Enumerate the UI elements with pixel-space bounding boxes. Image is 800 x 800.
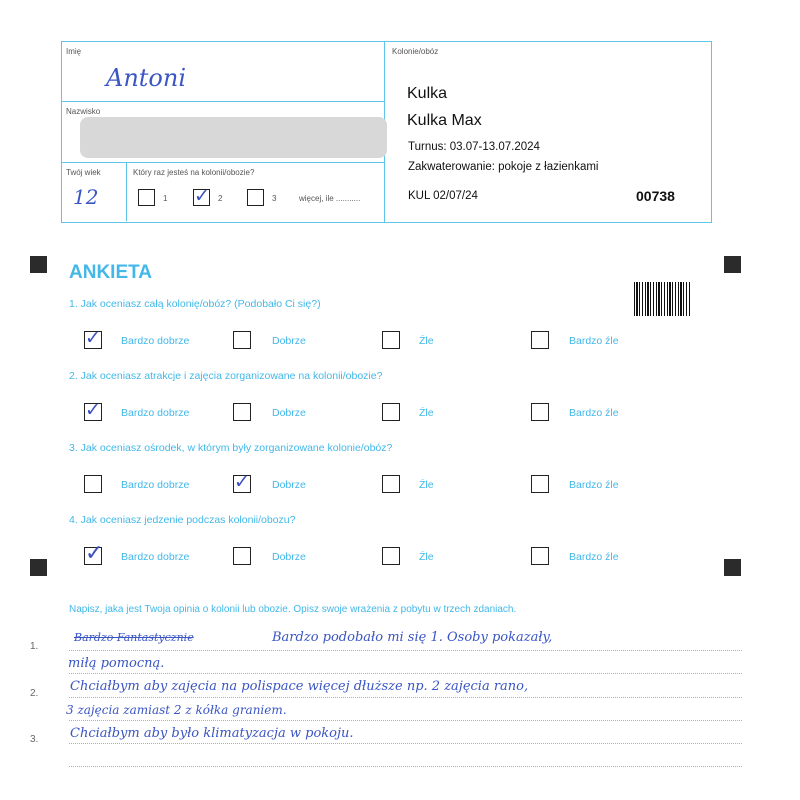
visit-option-2: 2 <box>218 194 223 203</box>
q4-option-bardzo-zle: Bardzo źle <box>569 551 619 563</box>
q2-option-bardzo-dobrze: Bardzo dobrze <box>121 407 190 419</box>
barcode <box>634 282 690 316</box>
q1-option-dobrze: Dobrze <box>272 335 306 347</box>
nazwisko-redacted <box>80 117 387 158</box>
q3-checkbox-bardzo-dobrze[interactable] <box>84 475 102 493</box>
q4-checkbox-dobrze[interactable] <box>233 547 251 565</box>
answer-line <box>69 673 742 674</box>
header-divider-name <box>61 101 384 102</box>
q2-checkbox-zle[interactable] <box>382 403 400 421</box>
q3-option-bardzo-zle: Bardzo źle <box>569 479 619 491</box>
q2-checkbox-bardzo-zle[interactable] <box>531 403 549 421</box>
form-number: 00738 <box>636 188 675 204</box>
q2-option-zle: Źle <box>419 407 434 419</box>
opinion-strikethrough: Bardzo Fantastycznie <box>74 631 194 644</box>
answer-line <box>69 743 742 744</box>
imie-value[interactable]: Antoni <box>106 64 187 92</box>
question-3: 3. Jak oceniasz ośrodek, w którym były zorganizowane kolonie/obóz? <box>69 442 393 454</box>
registration-marker <box>30 256 47 273</box>
registration-marker <box>724 256 741 273</box>
kolonia-variant: Kulka Max <box>407 112 482 129</box>
q3-option-zle: Źle <box>419 479 434 491</box>
checkmark-icon: ✓ <box>85 541 104 566</box>
header-divider-age <box>126 162 127 221</box>
question-2: 2. Jak oceniasz atrakcje i zajęcia zorganizowane na kolonii/obozie? <box>69 370 383 382</box>
checkmark-icon: ✓ <box>85 399 101 421</box>
wiek-label: Twój wiek <box>66 168 101 177</box>
q4-option-zle: Źle <box>419 551 434 563</box>
answer-line <box>69 650 742 651</box>
ktory-raz-label: Który raz jesteś na kolonii/obozie? <box>133 168 255 177</box>
line-number-3: 3. <box>30 734 39 745</box>
q3-checkbox-bardzo-zle[interactable] <box>531 475 549 493</box>
checkmark-icon: ✓ <box>85 327 101 349</box>
opinion-line-1[interactable]: Bardzo podobało mi się 1. Osoby pokazały, <box>272 630 553 645</box>
q3-option-dobrze: Dobrze <box>272 479 306 491</box>
q3-option-bardzo-dobrze: Bardzo dobrze <box>121 479 190 491</box>
opinion-line-3[interactable]: Chciałbym aby było klimatyzacja w pokoju. <box>70 726 354 741</box>
line-number-2: 2. <box>30 688 39 699</box>
q4-checkbox-zle[interactable] <box>382 547 400 565</box>
q1-option-bardzo-dobrze: Bardzo dobrze <box>121 335 190 347</box>
survey-title: ANKIETA <box>69 262 153 283</box>
question-1: 1. Jak oceniasz całą kolonię/obóz? (Podobało Ci się?) <box>69 298 321 310</box>
q2-option-bardzo-zle: Bardzo źle <box>569 407 619 419</box>
opinion-line-1b[interactable]: miłą pomocną. <box>68 656 165 671</box>
q1-checkbox-dobrze[interactable] <box>233 331 251 349</box>
kolonia-code: KUL 02/07/24 <box>408 190 478 202</box>
line-number-1: 1. <box>30 641 39 652</box>
q4-checkbox-bardzo-zle[interactable] <box>531 547 549 565</box>
q1-checkbox-bardzo-zle[interactable] <box>531 331 549 349</box>
opinion-line-2b[interactable]: 3 zajęcia zamiast 2 z kółka graniem. <box>66 703 287 717</box>
q2-option-dobrze: Dobrze <box>272 407 306 419</box>
q2-checkbox-dobrze[interactable] <box>233 403 251 421</box>
turnus: Turnus: 03.07-13.07.2024 <box>408 141 540 153</box>
registration-marker <box>724 559 741 576</box>
visit-checkbox-3[interactable] <box>247 189 264 206</box>
q4-option-bardzo-dobrze: Bardzo dobrze <box>121 551 190 563</box>
answer-line <box>69 697 742 698</box>
q3-checkbox-zle[interactable] <box>382 475 400 493</box>
visit-option-more: więcej, ile ........... <box>299 194 361 203</box>
q4-option-dobrze: Dobrze <box>272 551 306 563</box>
visit-checkbox-1[interactable] <box>138 189 155 206</box>
answer-line <box>69 766 742 767</box>
q1-checkbox-zle[interactable] <box>382 331 400 349</box>
checkmark-icon: ✓ <box>234 471 250 493</box>
zakwaterowanie: Zakwaterowanie: pokoje z łazienkami <box>408 161 599 173</box>
imie-label: Imię <box>66 47 82 56</box>
nazwisko-label: Nazwisko <box>66 107 101 116</box>
q1-option-zle: Źle <box>419 335 434 347</box>
kolonia-name: Kulka <box>407 85 448 102</box>
opinion-line-2[interactable]: Chciałbym aby zajęcia na polispace więcej dłuższe np. 2 zajęcia rano, <box>70 679 529 694</box>
registration-marker <box>30 559 47 576</box>
kolonie-label: Kolonie/obóz <box>392 47 439 56</box>
checkmark-icon: ✓ <box>194 185 210 207</box>
wiek-value[interactable]: 12 <box>73 185 99 209</box>
question-4: 4. Jak oceniasz jedzenie podczas kolonii/obozu? <box>69 514 296 526</box>
opinion-prompt: Napisz, jaka jest Twoja opinia o kolonii lub obozie. Opisz swoje wrażenia z pobytu w trzech zdaniach. <box>69 604 517 615</box>
q1-option-bardzo-zle: Bardzo źle <box>569 335 619 347</box>
header-divider-surname <box>61 162 384 163</box>
answer-line <box>69 720 742 721</box>
visit-option-1: 1 <box>163 194 168 203</box>
visit-option-3: 3 <box>272 194 277 203</box>
